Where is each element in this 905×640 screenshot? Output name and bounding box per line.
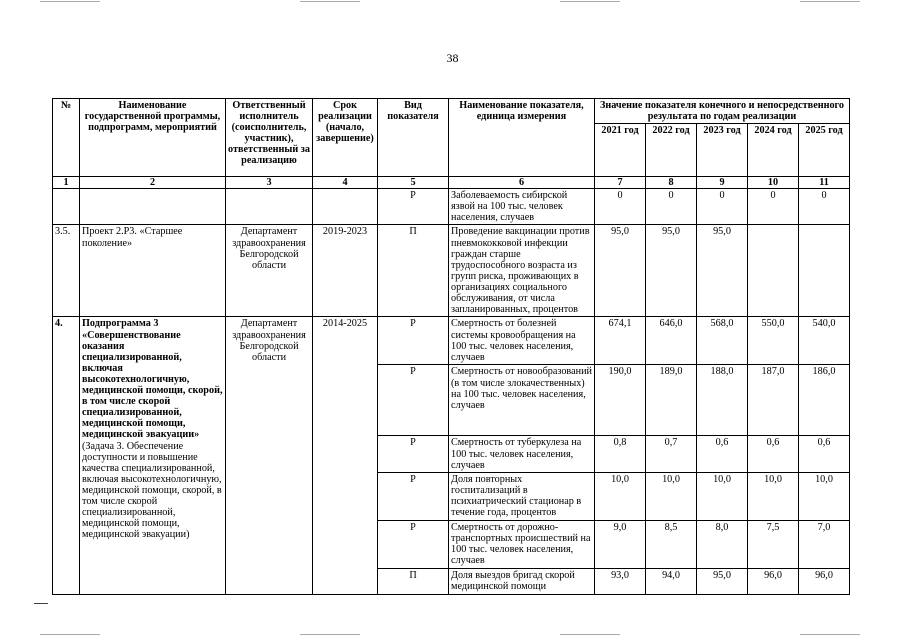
header-year: 2023 год [697,124,748,177]
cell-value: 190,0 [595,365,646,436]
scan-edge-mark [800,634,860,635]
cell-value: 8,0 [697,520,748,568]
cell-value: 10,0 [748,472,799,520]
cell-program-name: Проект 2.Р3. «Старшее поколение» [80,225,226,317]
cell-value: 0,6 [799,436,850,472]
cell-no: 4. [53,317,80,594]
cell-value: 188,0 [697,365,748,436]
cell-value: 0,7 [646,436,697,472]
scan-edge-mark [300,1,360,2]
cell-value: 186,0 [799,365,850,436]
cell-value: 10,0 [595,472,646,520]
column-number-row [53,177,850,189]
cell-value: 550,0 [748,317,799,365]
program-table [52,98,850,595]
cell-indicator-name: Доля повторных госпитализаций в психиатрический стационар в течение года, процентов [449,472,595,520]
header-no: № [53,99,80,177]
cell-value: 9,0 [595,520,646,568]
cell-value [799,225,850,317]
cell-value: 94,0 [646,568,697,594]
header-year: 2024 год [748,124,799,177]
column-number: 5 [378,177,449,189]
cell-program-name [80,317,226,594]
column-number: 3 [226,177,313,189]
cell-indicator-type: Р [378,365,449,436]
scan-edge-mark [40,1,100,2]
cell-indicator-type: Р [378,189,449,225]
cell-executor [226,189,313,225]
header-year: 2021 год [595,124,646,177]
cell-value: 0 [799,189,850,225]
cell-indicator-name: Смертность от новообразований (в том числе злокачественных) на 100 тыс. человек населения, случаев [449,365,595,436]
column-number: 7 [595,177,646,189]
cell-indicator-name: Смертность от болезней системы кровообращения на 100 тыс. человек населения, случаев [449,317,595,365]
cell-indicator-name: Смертность от дорожно-транспортных происшествий на 100 тыс. человек населения, случаев [449,520,595,568]
cell-value: 93,0 [595,568,646,594]
page-number: 38 [446,51,459,65]
scan-edge-mark [300,634,360,635]
cell-value: 0 [595,189,646,225]
column-number: 2 [80,177,226,189]
cell-value: 187,0 [748,365,799,436]
scan-edge-mark [40,634,100,635]
header-indicator-type: Вид показателя [378,99,449,177]
header-values: Значение показателя конечного и непосредственного результата по годам реализации [595,99,850,124]
table-row [53,225,850,317]
cell-no [53,189,80,225]
cell-value: 0 [697,189,748,225]
cell-term: 2019-2023 [313,225,378,317]
column-number: 4 [313,177,378,189]
header-year: 2022 год [646,124,697,177]
cell-value: 95,0 [595,225,646,317]
cell-indicator-type: Р [378,317,449,365]
cell-value: 568,0 [697,317,748,365]
cell-indicator-type: Р [378,436,449,472]
cell-no: 3.5. [53,225,80,317]
cell-indicator-type: Р [378,472,449,520]
table-row [53,189,850,225]
cell-value: 674,1 [595,317,646,365]
program-table-container [52,98,850,595]
header-term: Срок реализации (начало, завершение) [313,99,378,177]
header-year: 2025 год [799,124,850,177]
cell-value: 7,5 [748,520,799,568]
cell-value: 8,5 [646,520,697,568]
cell-indicator-type: П [378,568,449,594]
column-number: 11 [799,177,850,189]
cell-value: 0,6 [748,436,799,472]
cell-indicator-type: П [378,225,449,317]
cell-executor: Департамент здравоохранения Белгородской области [226,317,313,594]
cell-indicator-name: Смертность от туберкулеза на 100 тыс. человек населения, случаев [449,436,595,472]
header-executor: Ответственный исполнитель (соисполнитель, участник), ответственный за реализацию [226,99,313,177]
cell-value: 0,8 [595,436,646,472]
cell-value [748,225,799,317]
margin-mark [34,603,48,604]
column-number: 6 [449,177,595,189]
cell-value: 0,6 [697,436,748,472]
table-row [53,317,850,365]
cell-value: 646,0 [646,317,697,365]
column-number: 9 [697,177,748,189]
cell-value: 189,0 [646,365,697,436]
cell-value: 0 [646,189,697,225]
scan-edge-mark [800,1,860,2]
cell-value: 95,0 [697,225,748,317]
cell-indicator-name: Проведение вакцинации против пневмококковой инфекции граждан старше трудоспособного возраста из групп риска, проживающих в организациях социального обслуживания, от числа запланированных, процентов [449,225,595,317]
cell-term [313,189,378,225]
cell-term: 2014-2025 [313,317,378,594]
cell-value: 96,0 [799,568,850,594]
cell-value: 10,0 [646,472,697,520]
cell-indicator-name: Доля выездов бригад скорой медицинской помощи [449,568,595,594]
cell-value: 0 [748,189,799,225]
cell-executor: Департамент здравоохранения Белгородской области [226,225,313,317]
cell-value: 95,0 [646,225,697,317]
subprogram-task: (Задача 3. Обеспечение доступности и повышение качества специализированной, включая высокотехнологичную, медицинской помощи, скорой, в том числе скорой специализированной, медицинской помощи, медицинской эвакуации) [82,440,222,541]
scan-edge-mark [560,634,620,635]
cell-value: 540,0 [799,317,850,365]
scan-edge-mark [560,1,620,2]
cell-indicator-name: Заболеваемость сибирской язвой на 100 тыс. человек населения, случаев [449,189,595,225]
subprogram-title: Подпрограмма 3 «Совершенствование оказания специализированной, включая высокотехнологичную, медицинской помощи, скорой, в том числе скорой специализированной, медицинской помощи, медицинской эвакуации» [82,318,223,441]
cell-value: 10,0 [799,472,850,520]
cell-program-name [80,189,226,225]
cell-value: 10,0 [697,472,748,520]
column-number: 10 [748,177,799,189]
column-number: 1 [53,177,80,189]
header-indicator-name: Наименование показателя, единица измерения [449,99,595,177]
cell-value: 95,0 [697,568,748,594]
header-program-name: Наименование государственной программы, подпрограмм, мероприятий [80,99,226,177]
column-number: 8 [646,177,697,189]
cell-value: 96,0 [748,568,799,594]
cell-indicator-type: Р [378,520,449,568]
cell-value: 7,0 [799,520,850,568]
